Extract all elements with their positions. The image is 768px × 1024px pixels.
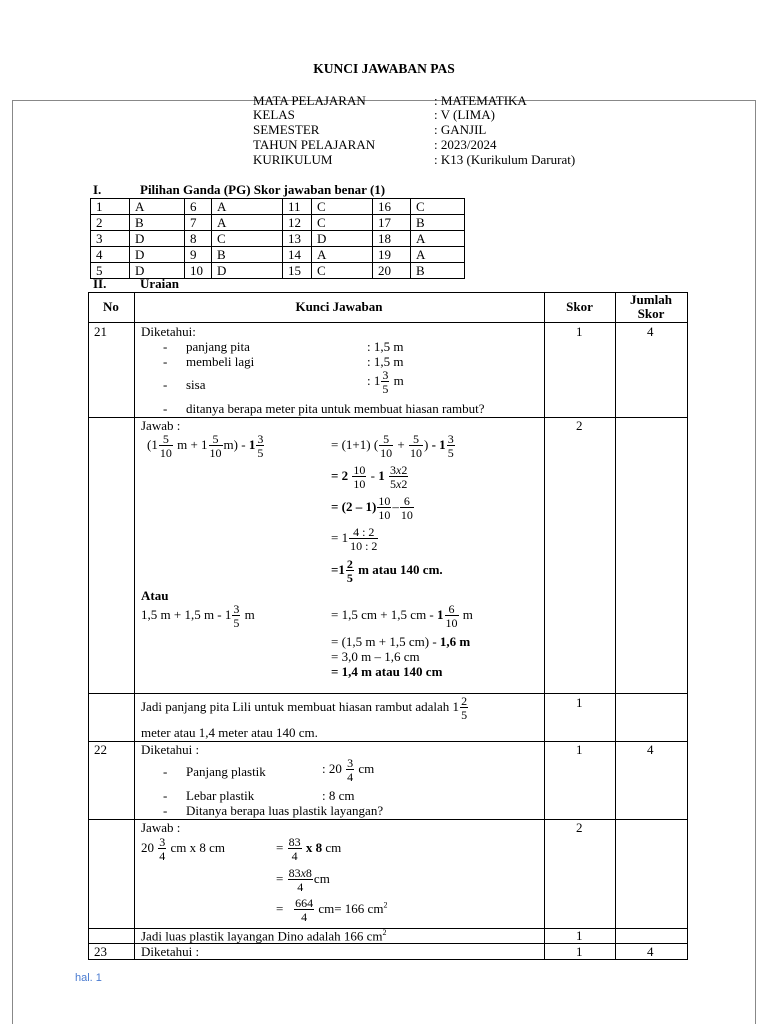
q23-no: 23: [94, 944, 107, 959]
info-kelas: KELAS : V (LIMA): [253, 107, 495, 122]
section-1-title: Pilihan Ganda (PG) Skor jawaban benar (1): [140, 182, 386, 197]
q22-step1: = $\frac{83}{4}$ x 8 cm: [276, 835, 342, 863]
info-tahun: TAHUN PELAJARAN : 2023/2024: [253, 137, 497, 152]
table-row: 3 D 8 C 13 D 18 A: [91, 231, 465, 247]
header-skor: Skor: [566, 299, 593, 314]
list-item-dash: -: [163, 788, 168, 803]
q21-step3: = (2 – 1) $\frac{10}{10}$ – $\frac{6}{10}$: [331, 494, 413, 522]
q21-diketahui: Diketahui:: [141, 324, 196, 339]
q21-alt4: = 1,4 m atau 140 cm: [331, 664, 443, 679]
q22-item-label: Lebar plastik: [186, 788, 255, 803]
q21-step1: = (1+1) ( $\frac{5}{10}$ + $\frac{5}{10}$ ) - 1 $\frac{3}{5}$: [331, 432, 454, 460]
q21-ditanya: ditanya berapa meter pita untuk membuat hiasan rambut?: [186, 401, 485, 416]
q22-step3: = $\frac{664}{4}$ cm= 166 $cm^2$: [276, 896, 388, 924]
fraction: $\frac{3}{5}$: [382, 368, 389, 396]
q22-diketahui: Diketahui :: [141, 742, 200, 757]
q23-jumlah: 4: [647, 944, 654, 959]
q22-kesimpulan: Jadi luas plastik layangan Dino adalah 166 $cm^2$: [141, 928, 387, 944]
info-mapel: MATA PELAJARAN : MATEMATIKA: [253, 93, 527, 108]
q22-skor3: 1: [576, 928, 583, 943]
document-title: KUNCI JAWABAN PAS: [313, 61, 455, 76]
table-line: [88, 292, 688, 293]
table-row: 5 D 10 D 15 C 20 B: [91, 263, 465, 279]
q22-jumlah: 4: [647, 742, 654, 757]
list-item-dash: -: [163, 803, 168, 818]
page-frame-left: [12, 100, 13, 1024]
q21-skor3: 1: [576, 695, 583, 710]
q22-item-value: : 8 cm: [322, 788, 355, 803]
list-item-dash: -: [163, 354, 168, 369]
q21-kesimpulan-2: meter atau 1,4 meter atau 140 cm.: [141, 725, 318, 740]
q21-item-label: membeli lagi: [186, 354, 255, 369]
table-line: [544, 292, 545, 960]
q21-jawab: Jawab :: [141, 418, 181, 433]
list-item-dash: -: [163, 377, 168, 392]
q21-result: =1 $\frac{2}{5}$ m atau 140 cm.: [331, 557, 443, 585]
table-line: [88, 693, 688, 694]
table-row: 1 A 6 A 11 C 16 C: [91, 199, 465, 215]
q21-alt3: = 3,0 m – 1,6 cm: [331, 649, 420, 664]
table-line: [615, 292, 616, 960]
list-item-dash: -: [163, 339, 168, 354]
section-2-num: II.: [93, 276, 107, 291]
q21-skor2: 2: [576, 418, 583, 433]
q21-alt2: = (1,5 m + 1,5 cm) - 1,6 m: [331, 634, 471, 649]
section-1-num: I.: [93, 182, 102, 197]
info-semester: SEMESTER : GANJIL: [253, 122, 487, 137]
page-frame-right: [755, 100, 756, 1024]
q22-skor1: 1: [576, 742, 583, 757]
q21-expr-left: (1 $\frac{5}{10}$ m + 1 $\frac{5}{10}$ m) - 1 $\frac{3}{5}$: [147, 432, 264, 460]
q21-item-label: panjang pita: [186, 339, 250, 354]
page-number: hal. 1: [75, 972, 102, 984]
q21-alt1: = 1,5 cm + 1,5 cm - 1 $\frac{6}{10}$ m: [331, 602, 473, 630]
table-row: 4 D 9 B 14 A 19 A: [91, 247, 465, 263]
q23-diketahui: Diketahui :: [141, 944, 200, 959]
q22-ditanya: Ditanya berapa luas plastik layangan?: [186, 803, 384, 818]
q21-skor1: 1: [576, 324, 583, 339]
q22-no: 22: [94, 742, 107, 757]
q21-item-label: sisa: [186, 377, 206, 392]
header-no: No: [103, 299, 119, 314]
q21-item-value: : 1,5 m: [367, 354, 404, 369]
header-kunci: Kunci Jawaban: [295, 299, 383, 314]
q22-jawab: Jawab :: [141, 820, 181, 835]
q21-sisa-value: : 1 $\frac{3}{5}$ m: [367, 368, 404, 396]
q21-step2: = 2 $\frac{10}{10}$ - 1 $\frac{3x2}{5x2}$: [331, 463, 408, 491]
table-row: 2 B 7 A 12 C 17 B: [91, 215, 465, 231]
header-jumlah: Jumlah Skor: [630, 292, 672, 321]
table-line: [134, 292, 135, 960]
q21-jumlah: 4: [647, 324, 654, 339]
q23-skor1: 1: [576, 944, 583, 959]
q21-alt-left: 1,5 m + 1,5 m - 1 $\frac{3}{5}$ m: [141, 602, 255, 630]
q21-atau: Atau: [141, 588, 169, 603]
table-line: [88, 292, 89, 960]
list-item-dash: -: [163, 401, 168, 416]
list-item-dash: -: [163, 764, 168, 779]
q21-step4: = 1 $\frac{4 : 2}{10 : 2}$: [331, 525, 378, 553]
q22-step0: 20 $\frac{3}{4}$ cm x 8 cm: [141, 835, 226, 863]
q22-skor2: 2: [576, 820, 583, 835]
section-2-title: Uraian: [140, 276, 179, 291]
table-line: [687, 292, 688, 960]
q21-item-value: : 1,5 m: [367, 339, 404, 354]
q21-kesimpulan: Jadi panjang pita Lili untuk membuat hiasan rambut adalah 1 $\frac{2}{5}$: [141, 694, 468, 722]
q22-step2: = $\frac{83x8}{4}$ cm: [276, 866, 330, 894]
q22-panjang-value: : 20 $\frac{3}{4}$ cm: [322, 756, 375, 784]
q22-item-label: Panjang plastik: [186, 764, 266, 779]
q21-no: 21: [94, 324, 107, 339]
info-kurikulum: KURIKULUM : K13 (Kurikulum Darurat): [253, 152, 576, 167]
pg-answer-table: [90, 198, 465, 279]
table-line: [88, 322, 688, 323]
